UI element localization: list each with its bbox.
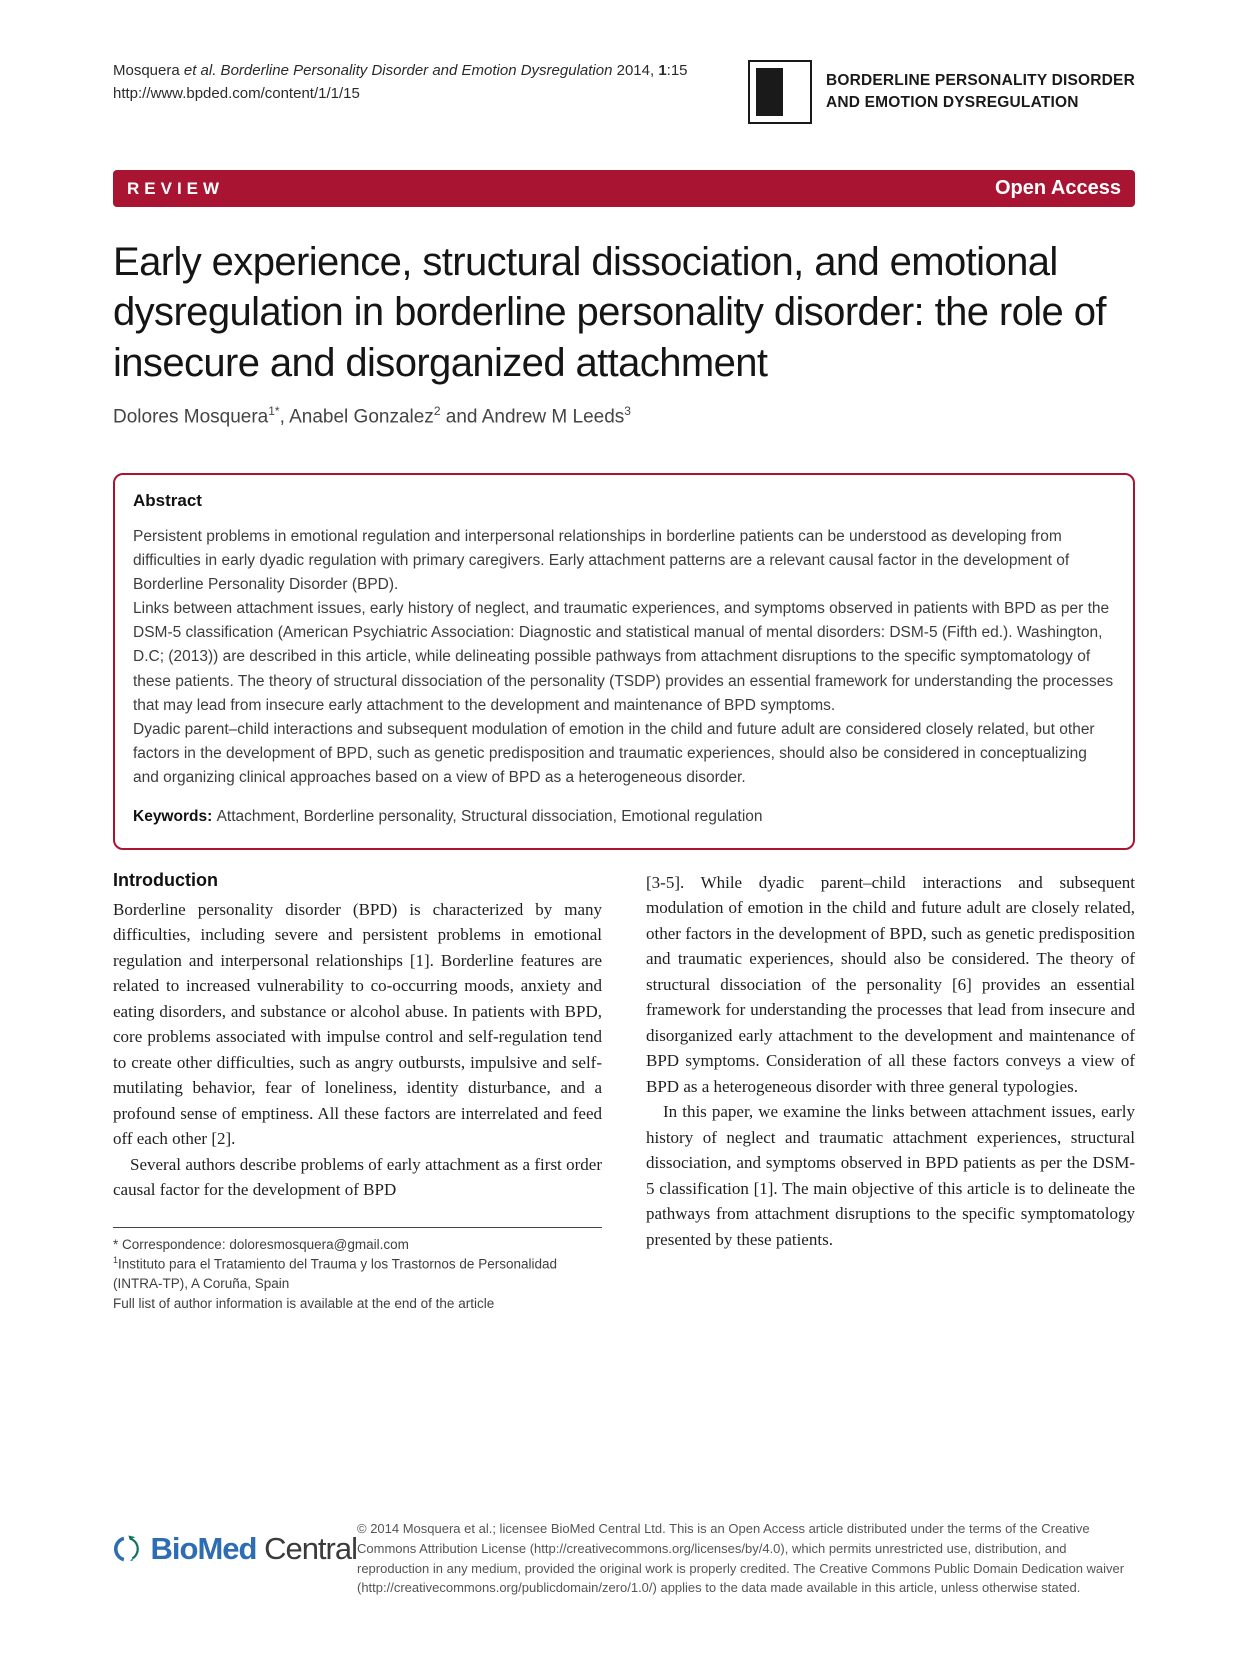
article-title: Early experience, structural dissociation, and emotional dysregulation in borderline personality disorder: the role of insecure and disorganized attachment: [113, 240, 1106, 385]
author-2-affiliation-mark: 2: [433, 404, 441, 419]
affiliation-text: Instituto para el Tratamiento del Trauma y los Trastornos de Personalidad (INTRA-TP), A Coruña, Spain: [113, 1256, 557, 1292]
introduction-heading: Introduction: [113, 869, 218, 890]
left-column: [113, 870, 602, 1314]
central-word: Central: [256, 1531, 357, 1566]
citation-volume: 1: [658, 62, 667, 79]
affiliation-line: [113, 1254, 602, 1294]
abstract-box: [113, 473, 1135, 850]
correspondence-line: * Correspondence: doloresmosquera@gmail.com: [113, 1236, 409, 1252]
biomed-central-circle-icon: [113, 1517, 141, 1581]
full-list-note: Full list of author information is available at the end of the article: [113, 1295, 495, 1311]
keywords-text: Attachment, Borderline personality, Structural dissociation, Emotional regulation: [216, 808, 763, 826]
keywords-line: [133, 805, 1115, 829]
author-1: Dolores Mosquera: [113, 406, 269, 428]
author-2: , Anabel Gonzalez: [279, 406, 434, 428]
journal-logo-bar: [756, 68, 783, 116]
biomed-central-logo: [113, 1517, 357, 1581]
publisher-footer: [113, 1517, 1135, 1598]
citation-block: [113, 60, 688, 105]
abstract-paragraph-1: Persistent problems in emotional regulation and interpersonal relationships in borderline patients can be understood as developing from difficulties in early dyadic regulation with primary caregivers. Early attachment patterns are a relevant causal factor in the development of Borderline Personality Disorder (BPD).: [133, 527, 1070, 593]
author-1-affiliation-mark: 1*: [268, 404, 280, 419]
citation-url: http://www.bpded.com/content/1/1/15: [113, 84, 360, 102]
citation-year: 2014,: [612, 62, 659, 79]
affiliation-number: 1: [113, 1255, 119, 1266]
article-type-banner: [113, 170, 1135, 207]
citation-author: Mosquera: [113, 62, 184, 79]
introduction-paragraph-3: [3-5]. While dyadic parent–child interactions and subsequent modulation of emotion in the child and future adult are closely related, other factors in the development of BPD, such as genetic predisposition and traumatic experiences, should also be considered. The theory of structural dissociation of the personality [6] provides an essential framework for understanding the processes that lead from insecure and disorganized early attachment to the development and maintenance of BPD symptoms. Consideration of all these factors conveys a view of BPD as a heterogeneous disorder with three general typologies.: [646, 872, 1135, 1096]
journal-name-line2: AND EMOTION DYSREGULATION: [825, 94, 1079, 111]
biomed-word: BioMed: [150, 1531, 257, 1566]
keywords-label: Keywords:: [133, 808, 217, 826]
citation-pages: :15: [666, 62, 688, 79]
journal-name-line1: BORDERLINE PERSONALITY DISORDER: [825, 72, 1135, 90]
journal-logo-icon: [748, 60, 812, 124]
open-access-label: Open Access: [995, 177, 1121, 199]
author-footnote: [113, 1227, 602, 1314]
article-type-label: REVIEW: [127, 178, 225, 198]
abstract-paragraph-3: Dyadic parent–child interactions and subsequent modulation of emotion in the child and future adult are considered closely related, but other factors in the development of BPD, such as genetic predisposition and traumatic experiences, should also be considered in conceptualizing and organizing clinical approaches based on a view of BPD as a heterogeneous disorder.: [133, 720, 1095, 787]
journal-name: [826, 70, 1135, 113]
citation-line: [113, 60, 688, 83]
journal-logo: [748, 60, 1135, 124]
introduction-paragraph-4: In this paper, we examine the links between attachment issues, early history of neglect and traumatic attachment experiences, structural dissociation, and symptoms observed in BPD patients as per the DSM-5 classification [1]. The main objective of this article is to delineate the pathways from attachment disruptions to the specific symptomatology presented by these patients.: [646, 1102, 1135, 1249]
introduction-paragraph-1: Borderline personality disorder (BPD) is characterized by many difficulties, including severe and persistent problems in emotional regulation and interpersonal relationships [1]. Borderline features are related to increased vulnerability to co-occurring moods, anxiety and eating disorders, and substance or alcohol abuse. In patients with BPD, core problems associated with impulse control and self-regulation tend to create other difficulties, such as angry outbursts, impulsive and self-mutilating behavior, fear of loneliness, identity disturbance, and a profound sense of emptiness. All these factors are interrelated and feed off each other [2].: [113, 899, 602, 1149]
author-3: and Andrew M Leeds: [440, 406, 625, 428]
page-header: [113, 0, 1135, 124]
right-column: [646, 870, 1135, 1314]
abstract-paragraph-2: Links between attachment issues, early history of neglect, and traumatic experiences, and symptoms observed in patients with BPD as per the DSM-5 classification (American Psychiatric Association: Diagnostic and statistical manual of mental disorders: DSM-5 (Fifth ed.). Washington, D.C; (2013)) are described in this article, while delineating possible pathways from attachment disruptions to the specific symptomatology of these patients. The theory of structural dissociation of the personality (TSDP) provides an essential framework for understanding the processes that may lead from insecure early attachment to the development and maintenance of BPD symptoms.: [133, 600, 1114, 714]
body-columns: [113, 870, 1135, 1314]
abstract-heading: Abstract: [133, 490, 202, 510]
page-content: [113, 0, 1135, 1313]
authors-line: [113, 404, 1135, 428]
copyright-notice: © 2014 Mosquera et al.; licensee BioMed Central Ltd. This is an Open Access article distributed under the terms of the Creative Commons Attribution License (http://creativecommons.org/licenses/by/4.0), which permits unrestricted use, distribution, and reproduction in any medium, provided the original work is properly credited. The Creative Commons Public Domain Dedication waiver (http://creativecommons.org/publicdomain/zero/1.0/) applies to the data made available in this article, unless otherwise stated.: [357, 1521, 1125, 1596]
author-3-affiliation-mark: 3: [624, 404, 631, 419]
biomed-central-wordmark: [151, 1531, 357, 1567]
introduction-paragraph-2: Several authors describe problems of early attachment as a first order causal factor for the development of BPD: [113, 1154, 602, 1200]
citation-journal: et al. Borderline Personality Disorder and Emotion Dysregulation: [183, 62, 613, 79]
